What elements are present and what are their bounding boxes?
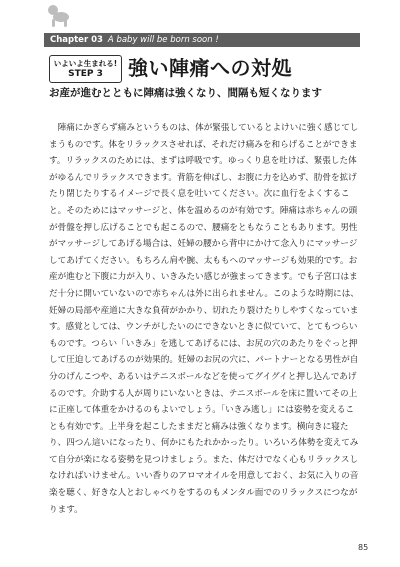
step-kicker: いよいよ生まれる!: [53, 59, 118, 68]
crawling-baby-icon: [46, 4, 72, 28]
chapter-header-bar: [44, 33, 360, 47]
step-number: STEP 3: [68, 69, 103, 79]
body-text: 陣痛にかぎらず痛みというものは、体が緊張しているとよけいに強く感じてしまうものです。体をリラックスさせれば、それだけ痛みを和らげることができます。リラックスのためには、まずは呼吸です。ゆっくり息を吐けば、緊張した体がゆるんでリラックスできます。背筋を伸ばし、お腹に力を込めず、肋骨を拡げたり閉じたりするイメージで長く息を吐いてください。次に血行をよくすること。そのためにはマッサージと、体を温めるのが有効です。陣痛は赤ちゃんの頭が骨盤を押し広げることでも起こるので、腰痛をともなうこともあります。男性がマッサージしてあげる場合は、妊婦の腰から背中にかけて念入りにマッサージしてあげてください。もちろん肩や腕、太ももへのマッサージも効果的です。お産が進むと下腹に力が入り、いきみたい感じが強まってきます。でも子宮口はまだ十分に開いていないので赤ちゃんは外に出られません。このような時期には、妊婦の局部や産道に大きな負荷がかかり、切れたり裂けたりしやすくなっています。感覚としては、ウンチがしたいのにできないときに似ていて、とてもつらいものです。つらい「いきみ」を逃してあげるには、お尻の穴のあたりをぐっと押して圧迫してあげるのが効果的。妊婦のお尻の穴に、パートナーとなる男性が自分のげんこつや、あるいはテニスボールなどを使ってグイグイと押し込んであげるのです。介助する人が周りにいないときは、テニスボールを床に置いてその上に正座して体重をかけるのもよいでしょう。「いきみ逃し」には姿勢を変えることも有効です。上半身を起こしたままだと痛みは強くなります。横向きに寝たり、四つん這いになったり、何かにもたれかかったり。いろいろ体勢を変えてみて自分が楽になる姿勢を見つけましょう。また、体だけでなく心もリラックスしなければいけません。いい香りのアロマオイルを用意しておく、お気に入りの音楽を聴く、好きな人とおしゃべりをするのもメンタル面でのリラックスにつながります。: [49, 123, 359, 515]
chapter-subtitle: A baby will be born soon !: [107, 35, 219, 45]
page-subtitle: お産が進むとともに陣痛は強くなり、間隔も短くなります: [49, 87, 322, 99]
page-number: 85: [358, 543, 369, 552]
page-title: 強い陣痛への対処: [128, 56, 292, 80]
chapter-label: Chapter 03: [50, 35, 103, 45]
step-label-box: [49, 55, 122, 83]
